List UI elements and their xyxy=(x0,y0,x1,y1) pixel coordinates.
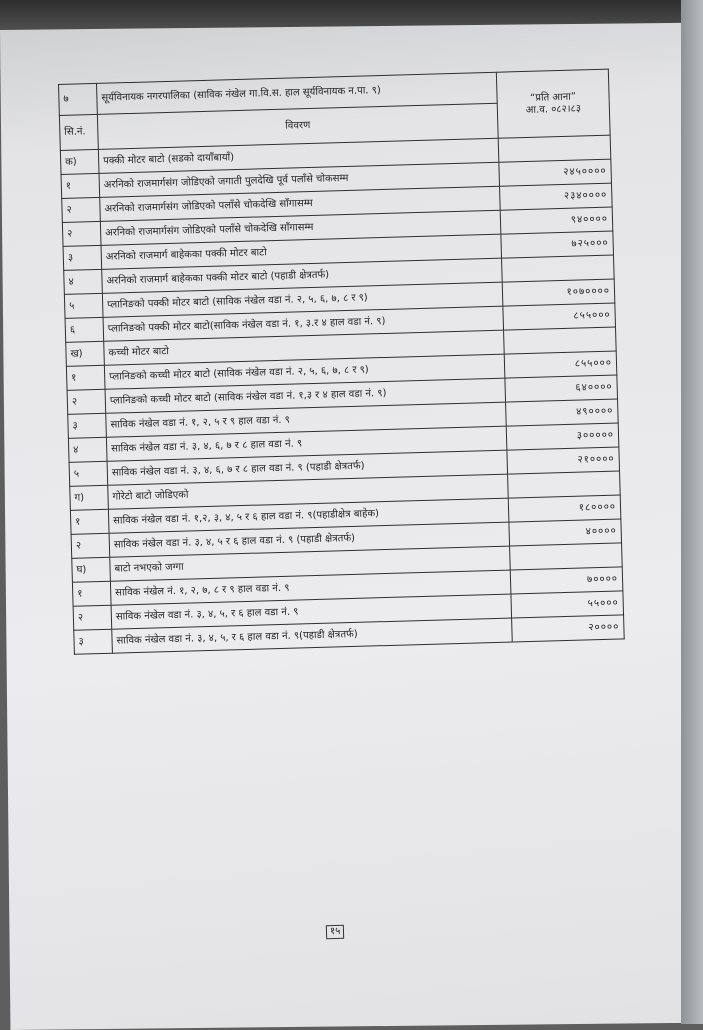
rate-value-cell xyxy=(510,543,623,570)
serial-number-cell: २ xyxy=(73,605,112,630)
serial-number-cell: ग) xyxy=(70,485,109,510)
description-cell: साविक नंखेल वडा नं. ३, ४, ६, ७ र ८ हाल वडा नं. ९ (पहाडी क्षेत्रतर्फ) xyxy=(107,450,508,485)
rate-value-cell: ८५५००० xyxy=(503,303,616,330)
serial-number-cell: घ) xyxy=(72,557,111,582)
description-cell: साविक नंखेल वडा नं. १, २, ५ र ९ हाल वडा नं. ९ xyxy=(106,402,507,437)
serial-number-cell: २ xyxy=(62,197,101,222)
rate-value-cell: ७०००० xyxy=(510,567,623,594)
page-number: १५ xyxy=(326,925,345,939)
description-cell: प्लानिङको पक्की मोटर बाटो(साविक नंखेल वडा नं. १, ३.र ४ हाल वडा नं. ९) xyxy=(103,306,504,341)
description-cell: साविक नंखेल नं. १, २, ७, ८ र ९ हाल वडा नं. ९ xyxy=(110,570,511,605)
land-rate-table xyxy=(58,69,625,655)
rate-value-cell: ३००००० xyxy=(506,423,619,450)
description-cell: प्लानिङको पक्की मोटर बाटो (साविक नंखेल वडा नं. २, ५, ६, ७, ८ र ९) xyxy=(102,282,503,317)
serial-number-cell: ६ xyxy=(65,317,104,342)
rate-value-cell: ९४०००० xyxy=(500,207,613,234)
description-cell: अरनिको राजमार्गसंग जोडिएको पलाँसे चोकदेखि साँगासम्म xyxy=(100,186,501,221)
description-cell: साविक नंखेल वडा नं. ३, ४, ५ र ६ हाल वडा नं. ९ (पहाडी क्षेत्रतर्फ) xyxy=(109,522,510,557)
description-cell: अरनिको राजमार्गसंग जोडिएको पलाँसे चोकदेखि साँगासम्म xyxy=(100,210,501,245)
section-number: ७ xyxy=(59,83,98,115)
description-cell: साविक नंखेल वडा नं. ३, ४, ६, ७ र ८ हाल वडा नं. ९ xyxy=(106,426,507,461)
rate-value-cell: ५५००० xyxy=(511,591,624,618)
description-cell: साविक नंखेल वडा नं. ३, ४, ५, र ६ हाल वडा नं. ९ xyxy=(111,594,512,629)
serial-number-cell: ४ xyxy=(64,269,103,294)
description-cell: बाटो नभएको जग्गा xyxy=(110,546,511,581)
serial-number-cell: क) xyxy=(60,149,99,174)
serial-number-cell: ५ xyxy=(69,461,108,486)
description-cell: साविक नंखेल वडा नं. ३, ४, ५, र ६ हाल वडा नं. ९(पहाडी क्षेत्रतर्फ) xyxy=(112,618,513,653)
serial-number-cell: ३ xyxy=(63,245,102,270)
rate-value-cell xyxy=(502,255,615,282)
description-cell: अरनिको राजमार्ग बाहेकका पक्की मोटर बाटो (पहाडी क्षेत्रतर्फ) xyxy=(102,258,503,293)
rate-value-cell: ८५५००० xyxy=(504,351,617,378)
serial-number-cell: २ xyxy=(62,221,101,246)
document-page xyxy=(58,69,624,655)
rate-value-cell: २३४०००० xyxy=(500,183,613,210)
serial-number-cell: ५ xyxy=(64,293,103,318)
paper-edge xyxy=(681,0,703,1024)
serial-number-cell: ४ xyxy=(68,437,107,462)
rate-column-header xyxy=(496,69,610,138)
rate-value-cell xyxy=(504,327,617,354)
section-title: सूर्यविनायक नगरपालिका (साविक नंखेल गा.वि.स. हाल सूर्यविनायक न.पा. ९) xyxy=(96,72,497,114)
description-cell: अरनिको राजमार्ग बाहेकका पक्की मोटर बाटो xyxy=(101,234,502,269)
rate-column-year: आ.व. ०८२।८३ xyxy=(525,102,582,116)
description-cell: पक्की मोटर बाटो (सडको दायाँबायाँ) xyxy=(98,138,499,173)
description-cell: साविक नंखेल वडा नं. १,२, ३, ४, ५ र ६ हाल वडा नं. ९(पहाडीक्षेत्र बाहेक) xyxy=(108,498,509,533)
rate-value-cell: ७२५००० xyxy=(501,231,614,258)
rate-value-cell: १८०००० xyxy=(508,495,621,522)
serial-column-header: सि.नं. xyxy=(59,114,98,150)
serial-number-cell: ख) xyxy=(66,341,105,366)
serial-number-cell: २ xyxy=(71,533,110,558)
serial-number-cell: १ xyxy=(72,581,111,606)
description-cell: गोरेटो बाटो जोडिएको xyxy=(108,474,509,509)
rate-value-cell: २१०००० xyxy=(507,447,620,474)
rate-column-title: “प्रति आना” xyxy=(529,91,577,104)
serial-number-cell: १ xyxy=(61,173,100,198)
serial-number-cell: २ xyxy=(67,389,106,414)
description-column-header: विवरण xyxy=(97,103,498,149)
rate-value-cell: १०७०००० xyxy=(502,279,615,306)
serial-number-cell: ३ xyxy=(74,629,113,654)
serial-number-cell: १ xyxy=(70,509,109,534)
serial-number-cell: ३ xyxy=(68,413,107,438)
rate-value-cell: २४५०००० xyxy=(499,159,612,186)
description-cell: प्लानिङको कच्ची मोटर बाटो (साविक नंखेल वडा नं. २, ५, ६, ७, ८ र ९) xyxy=(104,354,505,389)
rate-value-cell: ४०००० xyxy=(509,519,622,546)
description-cell: कच्ची मोटर बाटो xyxy=(104,330,505,365)
serial-number-cell: १ xyxy=(66,365,105,390)
description-cell: अरनिको राजमार्गसंग जोडिएको जगाती पुलदेखि पूर्व पलाँसे चोकसम्म xyxy=(99,162,500,197)
rate-value-cell xyxy=(508,471,621,498)
rate-value-cell: ६४०००० xyxy=(505,375,618,402)
rate-value-cell: ४९०००० xyxy=(506,399,619,426)
description-cell: प्लानिङको कच्ची मोटर बाटो (साविक नंखेल वडा नं. १,३ र ४ हाल वडा नं. ९) xyxy=(105,378,506,413)
rate-value-cell xyxy=(498,135,611,162)
rate-value-cell: २०००० xyxy=(512,615,625,642)
